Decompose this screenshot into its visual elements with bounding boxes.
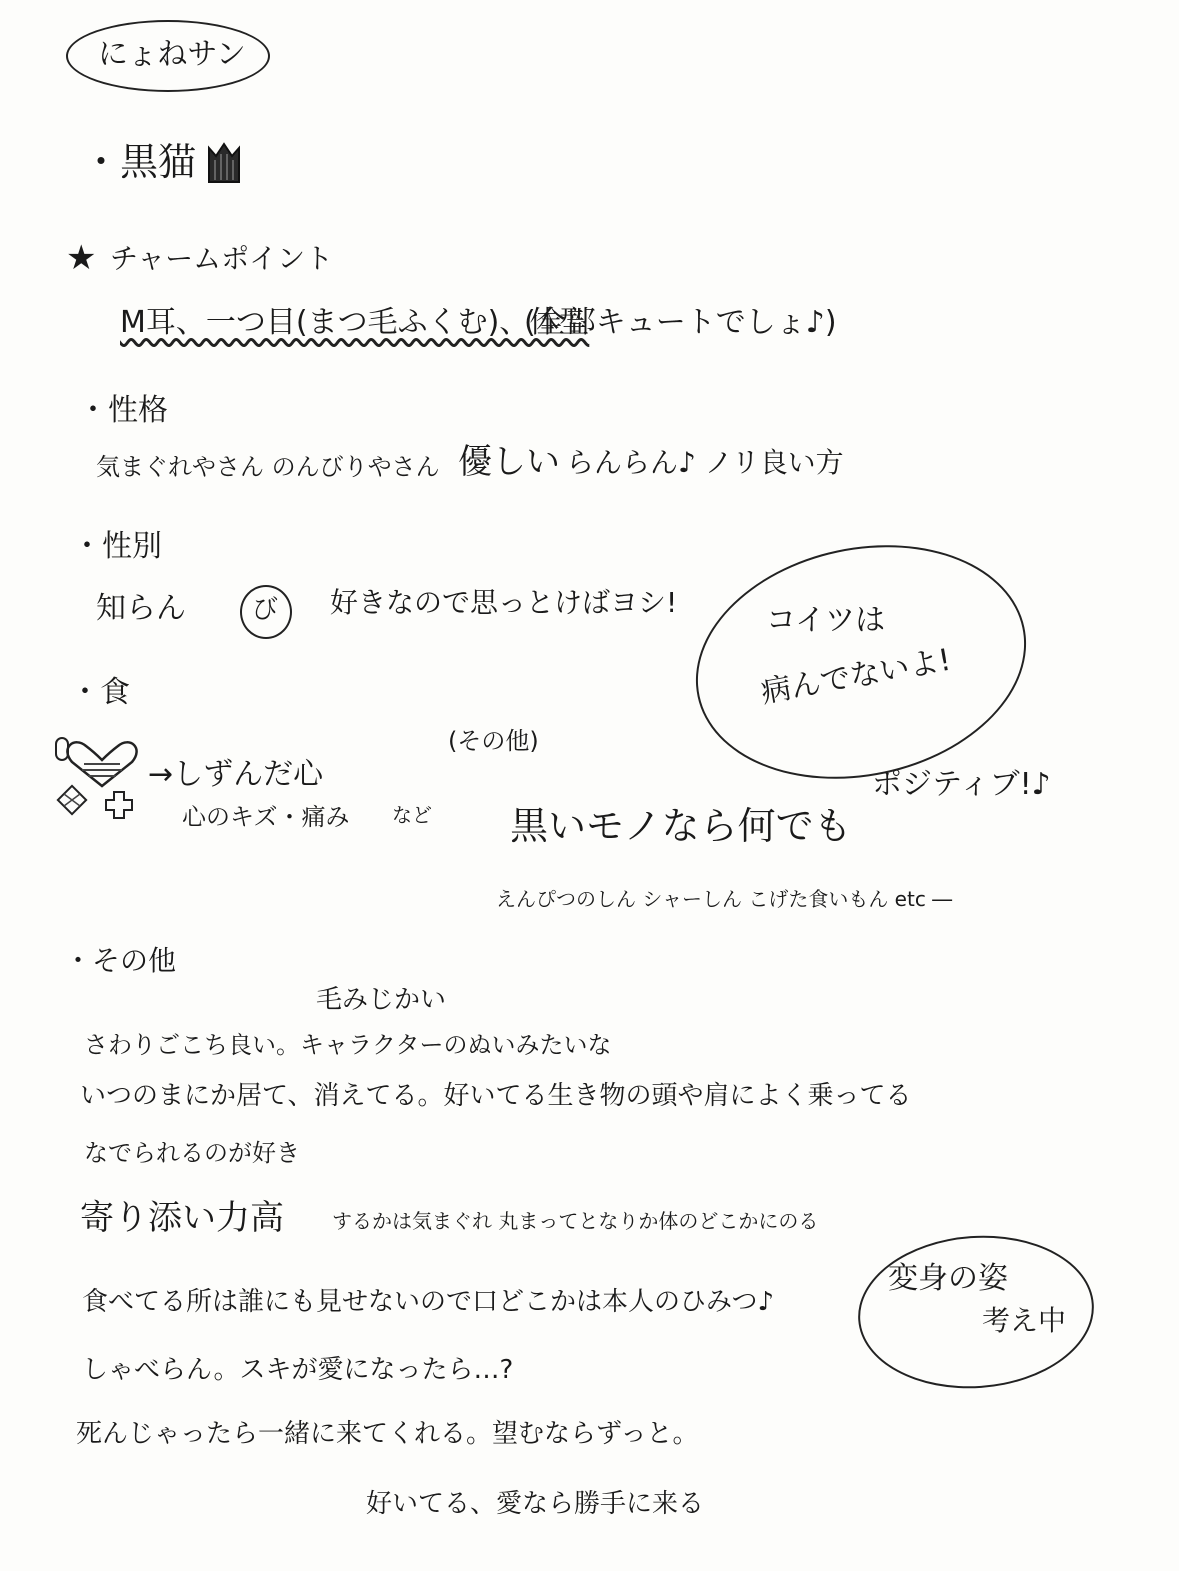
other-line-7: 死んじゃったら一緒に来てくれる。望むならずっと。 xyxy=(76,1419,699,1449)
food-heading: ・食 xyxy=(70,675,130,710)
food-examples: 心のキズ・痛み xyxy=(182,803,350,831)
transform-line-2: 考え中 xyxy=(982,1304,1067,1337)
star-icon: ★ xyxy=(66,238,97,278)
gender-heading: ・性別 xyxy=(72,529,162,564)
charm-items: M耳、一つ目(まつ毛ふくむ)、体型 xyxy=(120,305,590,340)
other-line-3: なでられるのが好き xyxy=(84,1139,300,1167)
gender-text-1: 知らん xyxy=(96,591,186,626)
other-line-6: しゃべらん。スキが愛になったら…? xyxy=(82,1355,514,1385)
personality-text-3: らんらん♪ ノリ良い方 xyxy=(566,446,844,479)
callout-outside-text: ポジティブ!♪ xyxy=(872,767,1051,802)
charm-note: (全部キュートでしょ♪) xyxy=(524,305,837,340)
other-annotation: 毛みじかい xyxy=(316,985,447,1015)
other-line-4a: 寄り添い力高 xyxy=(80,1198,284,1238)
other-line-8: 好いてる、愛なら勝手に来る xyxy=(366,1489,705,1519)
other-heading: ・その他 xyxy=(64,944,177,977)
charm-heading: チャームポイント xyxy=(110,242,334,275)
cat-silhouette-icon xyxy=(205,140,243,184)
callout-line-2: 病んでないよ! xyxy=(758,642,954,711)
food-other-label: (その他) xyxy=(448,727,539,755)
character-name: にょねサン xyxy=(98,37,246,72)
personality-text-2: 優しい xyxy=(458,442,560,482)
personality-text-1: 気まぐれやさん のんびりやさん xyxy=(96,453,440,481)
transform-line-1: 変身の姿 xyxy=(888,1261,1008,1296)
food-arrow-text: →しずんだ心 xyxy=(148,757,324,792)
food-etc: など xyxy=(392,803,432,827)
gender-text-2: 好きなので思っとけばヨシ! xyxy=(330,586,678,619)
personality-heading: ・性格 xyxy=(78,393,168,428)
other-line-1: さわりごこち良い。キャラクターのぬいみたいな xyxy=(84,1031,612,1059)
food-other-text: 黒いモノなら何でも xyxy=(510,804,852,848)
callout-line-1: コイツは xyxy=(766,603,886,638)
species-text: ・黒猫 xyxy=(82,140,197,184)
other-line-2: いつのまにか居て、消えてる。好いてる生き物の頭や肩によく乗ってる xyxy=(80,1081,912,1111)
other-line-5: 食べてる所は誰にも見せないので口どこかは本人のひみつ♪ xyxy=(82,1287,775,1317)
other-line-4b: するかは気まぐれ 丸まってとなりか体のどこかにのる xyxy=(332,1209,819,1233)
gender-circled-text: び xyxy=(252,595,279,625)
broken-heart-icon xyxy=(54,734,154,824)
food-other-examples: えんぴつのしん シャーしん こげた食いもん etc ― xyxy=(496,887,953,911)
